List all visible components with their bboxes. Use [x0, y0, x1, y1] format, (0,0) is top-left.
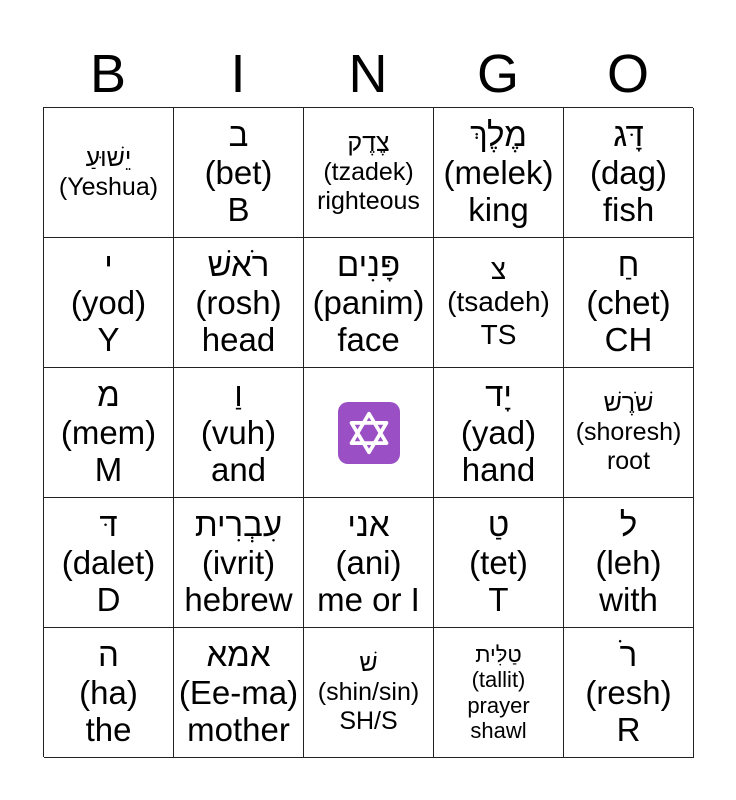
cell-line: (vuh)	[200, 413, 277, 451]
star-of-david-icon	[338, 402, 400, 464]
cell-line: (tzadek)	[323, 158, 414, 187]
bingo-cell-r5-c2[interactable]	[174, 628, 304, 758]
bingo-header	[43, 40, 693, 108]
cell-line: and	[210, 451, 267, 489]
cell-line: שֹׁרֶשׁ	[603, 389, 654, 418]
cell-line: (ivrit)	[201, 543, 276, 581]
cell-line: M	[94, 451, 123, 489]
cell-line: י	[104, 245, 113, 283]
cell-line: (rosh)	[195, 283, 282, 321]
cell-line: טַ	[487, 505, 510, 543]
cell-line: (yad)	[460, 413, 537, 451]
cell-line: head	[201, 321, 276, 359]
cell-line: fish	[602, 191, 655, 229]
bingo-cell-r5-c1[interactable]	[44, 628, 174, 758]
cell-line: hebrew	[184, 581, 293, 619]
cell-line: D	[96, 581, 121, 619]
cell-line: חַ	[617, 245, 640, 283]
cell-line: the	[85, 711, 132, 749]
cell-line: (ani)	[335, 543, 402, 581]
bingo-cell-r3-c1[interactable]	[44, 368, 174, 498]
cell-line: (mem)	[60, 413, 157, 451]
cell-line: (dag)	[589, 153, 668, 191]
cell-line: (shoresh)	[575, 418, 682, 447]
cell-line: (resh)	[585, 673, 672, 711]
cell-line: רֹ	[619, 635, 638, 673]
bingo-cell-r1-c3[interactable]	[304, 108, 434, 238]
cell-line: T	[488, 581, 509, 619]
bingo-cell-r5-c4[interactable]	[434, 628, 564, 758]
cell-line: ל	[619, 505, 638, 543]
cell-line: (shin/sin)	[317, 678, 420, 707]
header-letter-o: O	[606, 44, 649, 104]
cell-line: righteous	[317, 186, 420, 215]
header-letter-i: I	[230, 44, 246, 104]
cell-line: (tet)	[469, 543, 528, 581]
star-of-david-graphic	[346, 410, 392, 456]
cell-line: (Yeshua)	[58, 172, 159, 201]
cell-line: shawl	[470, 717, 527, 743]
cell-line: פָּנִים	[336, 245, 401, 283]
cell-line: (melek)	[443, 153, 554, 191]
bingo-cell-r3-c2[interactable]	[174, 368, 304, 498]
cell-line: with	[599, 581, 658, 619]
cell-line: (bet)	[204, 153, 273, 191]
cell-line: טַלִּית	[475, 641, 522, 667]
cell-line: me or I	[317, 581, 420, 619]
cell-line: אמא	[206, 635, 271, 673]
cell-line: וַ	[234, 375, 243, 413]
bingo-cell-r5-c5[interactable]	[564, 628, 694, 758]
bingo-cell-r2-c4[interactable]	[434, 238, 564, 368]
cell-line: Y	[97, 321, 120, 359]
cell-line: B	[227, 191, 250, 229]
cell-line: עִבְרִית	[194, 505, 283, 543]
cell-line: צֶדֶק	[347, 129, 390, 158]
bingo-cell-r5-c3[interactable]	[304, 628, 434, 758]
cell-line: root	[606, 446, 651, 475]
cell-line: prayer	[467, 692, 530, 718]
cell-line: face	[337, 321, 400, 359]
cell-line: SH/S	[339, 706, 398, 735]
bingo-cell-r4-c4[interactable]	[434, 498, 564, 628]
cell-line: (dalet)	[61, 543, 156, 581]
bingo-cell-r2-c2[interactable]	[174, 238, 304, 368]
cell-line: דָּג	[613, 115, 644, 153]
cell-line: (ha)	[79, 673, 138, 711]
bingo-grid	[43, 107, 693, 757]
header-letter-n: N	[348, 44, 388, 104]
cell-line: יָד	[485, 375, 512, 413]
cell-line: (tallit)	[471, 667, 526, 693]
bingo-cell-r1-c1[interactable]	[44, 108, 174, 238]
cell-line: (panim)	[312, 283, 425, 321]
bingo-cell-r1-c5[interactable]	[564, 108, 694, 238]
bingo-cell-r4-c5[interactable]	[564, 498, 694, 628]
cell-line: דּ	[99, 505, 118, 543]
bingo-cell-r3-c5[interactable]	[564, 368, 694, 498]
bingo-cell-r3-c4[interactable]	[434, 368, 564, 498]
cell-line: mother	[187, 711, 290, 749]
header-letter-b: B	[89, 44, 127, 104]
bingo-cell-r2-c3[interactable]	[304, 238, 434, 368]
bingo-cell-r4-c3[interactable]	[304, 498, 434, 628]
cell-line: CH	[604, 321, 653, 359]
bingo-cell-r1-c2[interactable]	[174, 108, 304, 238]
bingo-free-space[interactable]	[304, 368, 434, 498]
cell-line: שׁ	[359, 649, 378, 678]
header-letter-g: G	[476, 44, 519, 104]
cell-line: (chet)	[586, 283, 671, 321]
bingo-cell-r1-c4[interactable]	[434, 108, 564, 238]
cell-line: אני	[347, 505, 390, 543]
cell-line: (yod)	[70, 283, 147, 321]
cell-line: TS	[480, 318, 517, 350]
cell-line: hand	[461, 451, 536, 489]
bingo-cell-r2-c1[interactable]	[44, 238, 174, 368]
cell-line: רֹאשׁ	[207, 245, 270, 283]
bingo-cell-r4-c1[interactable]	[44, 498, 174, 628]
cell-line: יֵשׁוּעַ	[85, 143, 132, 172]
cell-line: (Ee-ma)	[178, 673, 299, 711]
cell-line: ה	[98, 635, 119, 673]
cell-line: ב	[228, 115, 249, 153]
cell-line: king	[468, 191, 529, 229]
bingo-cell-r2-c5[interactable]	[564, 238, 694, 368]
cell-line: מֶלֶךְ	[470, 115, 527, 153]
cell-line: צ	[490, 254, 507, 286]
cell-line: (leh)	[595, 543, 662, 581]
cell-line: (tsadeh)	[447, 286, 550, 318]
cell-line: R	[616, 711, 641, 749]
cell-line: מ	[97, 375, 120, 413]
bingo-cell-r4-c2[interactable]	[174, 498, 304, 628]
